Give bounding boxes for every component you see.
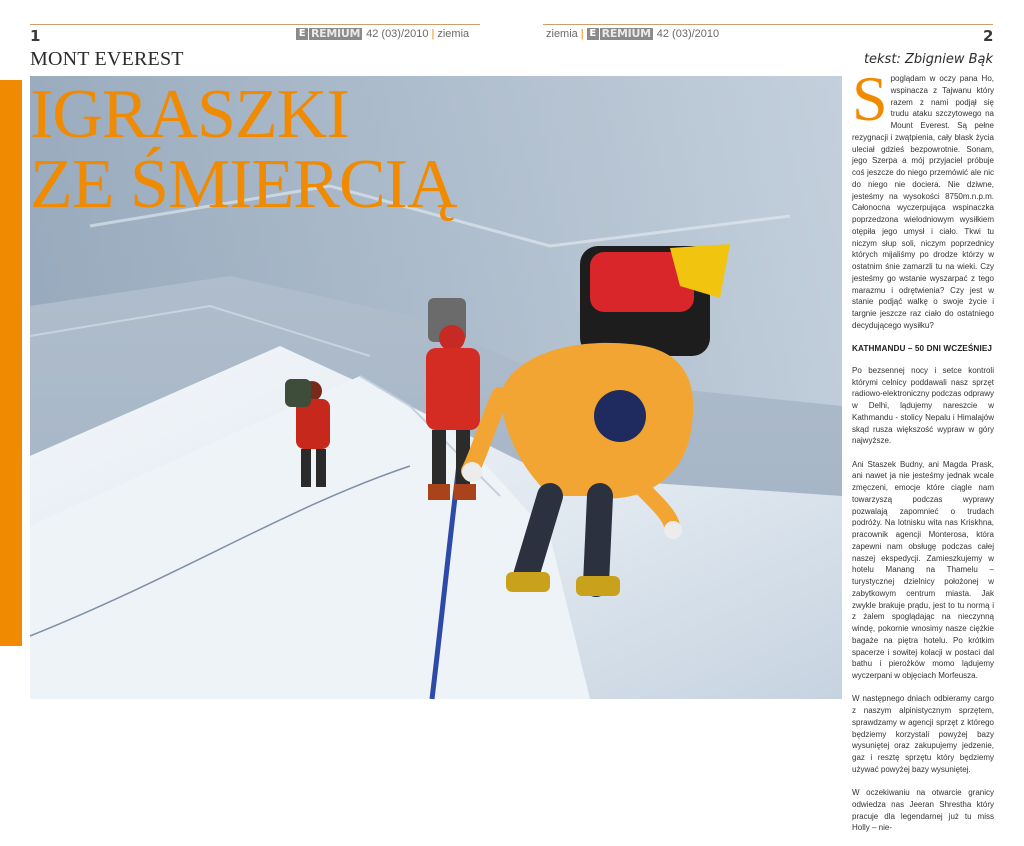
- body-paragraph-3: W następnego dniach odbieramy cargo z naszym alpinistycznym sprzętem, sprawdzamy w agencji sprzęt z którego będziemy korzystali powyżej bazy wysuniętej oraz zakupujemy jedzenie, gaz i resztę sprzętu który będziemy używać powyżej bazy wysuniętej.: [852, 694, 994, 774]
- section-label-right: ziemia: [546, 28, 578, 40]
- extremium-logo-icon: [296, 28, 362, 40]
- headline-line-2: ZE ŚMIERCIĄ: [30, 146, 457, 223]
- logo-text: REMIUM: [311, 27, 361, 40]
- header-rule-right: [543, 24, 993, 25]
- body-paragraph-2: Ani Staszek Budny, ani Magda Prask, ani nawet ja nie jesteśmy jednak wcale zmęczeni, emocje które ciągle nam towarzyszą podczas wyprawy pozwalają zapomnieć o trudach podróży. Na lotnisku wita nas Kriskhna, pracownik agencji Monterosa, która zapewni nam obsługę podczas całej naszej ekspedycji. Zamieszkujemy w hotelu Manang na Thamelu – turystycznej dzielnicy położonej w zabytkowym centrum miasta. Jak zwykle brakuje prądu, jest to tu normą i z żalem spoglądając na nieczynną windę, pokornie wnosimy nasze ciężkie bagaże na piętra hotelu. Po krótkim spacerze i sowitej kolacji w postaci dal bathu i pierożków momo lądujemy wyczerpani w objęciach Morfeusza.: [852, 459, 994, 680]
- page-number-right: 2: [983, 27, 994, 45]
- page-number-left: 1: [30, 27, 41, 45]
- article-kicker: MONT EVEREST: [30, 48, 184, 70]
- logo-initial: E: [296, 28, 308, 40]
- intro-paragraph: poglądam w oczy pana Ho, wspinacza z Tajwanu który razem z nami podjął się trudu ataku szczytowego na Mount Everest. Są pełne rezygnacji i zwątpienia, cały blask życia uleciał gdzieś bezpowrotnie. Sonam, jego Szerpa a mój przyjaciel próbuje coś jeszcze do niego przemówić ale nic do niego nie dociera. Nie dziwne, jesteśmy na wysokości 8750m.n.p.m. Całonocna wyczerpująca wspinaczka poprzedzona wielodniowym wysiłkiem otępiła jego umysł i ciało. Tkwi tu niczym słup soli, niczym poprzednicy których mijaliśmy po drodze którzy w ostatnim śnie zamarzli tu na wieki. Czy jesteśmy go wstanie wyszarpać z tego marazmu i odrętwienia? Czy jest w stanie podjąć walkę o swoje życie i targnie jeszcze raz ciało do ostatniego decydującego wysiłku?: [852, 74, 994, 330]
- article-headline: [30, 76, 457, 223]
- logo-initial: E: [587, 28, 599, 40]
- issue-label-right: 42 (03)/2010: [656, 28, 720, 40]
- separator-bar: |: [580, 28, 584, 40]
- separator-bar: |: [431, 28, 435, 40]
- section-label-left: ziemia: [437, 28, 470, 40]
- section-subhead: KATHMANDU – 50 DNI WCZEŚNIEJ: [852, 344, 993, 353]
- header-rule-left: [30, 24, 480, 25]
- issue-label-left: 42 (03)/2010: [366, 28, 429, 40]
- accent-strip: [0, 80, 22, 646]
- body-paragraph-1: Po bezsennej nocy i setce kontroli którymi celnicy poddawali nasz sprzęt radiowo-elektroniczny podczas odprawy w Delhi, lądujemy nareszcie w Kathmandu - stolicy Nepalu i Himalajów skąd rusza większość wypraw w góry najwyższe.: [852, 365, 994, 446]
- article-author: tekst: Zbigniew Bąk: [863, 52, 993, 67]
- article-text-column: [852, 63, 994, 846]
- drop-cap: S: [852, 63, 888, 134]
- headline-line-1: IGRASZKI: [30, 76, 349, 153]
- logo-text: REMIUM: [601, 27, 651, 40]
- extremium-logo-icon: [587, 28, 653, 40]
- running-header-left: [296, 28, 469, 40]
- running-header-right: [546, 28, 719, 40]
- body-paragraph-4: W oczekiwaniu na otwarcie granicy odwiedza nas Jeeran Shrestha który pracuje dla legendarnej już tu miss Holly – nie-: [852, 788, 994, 833]
